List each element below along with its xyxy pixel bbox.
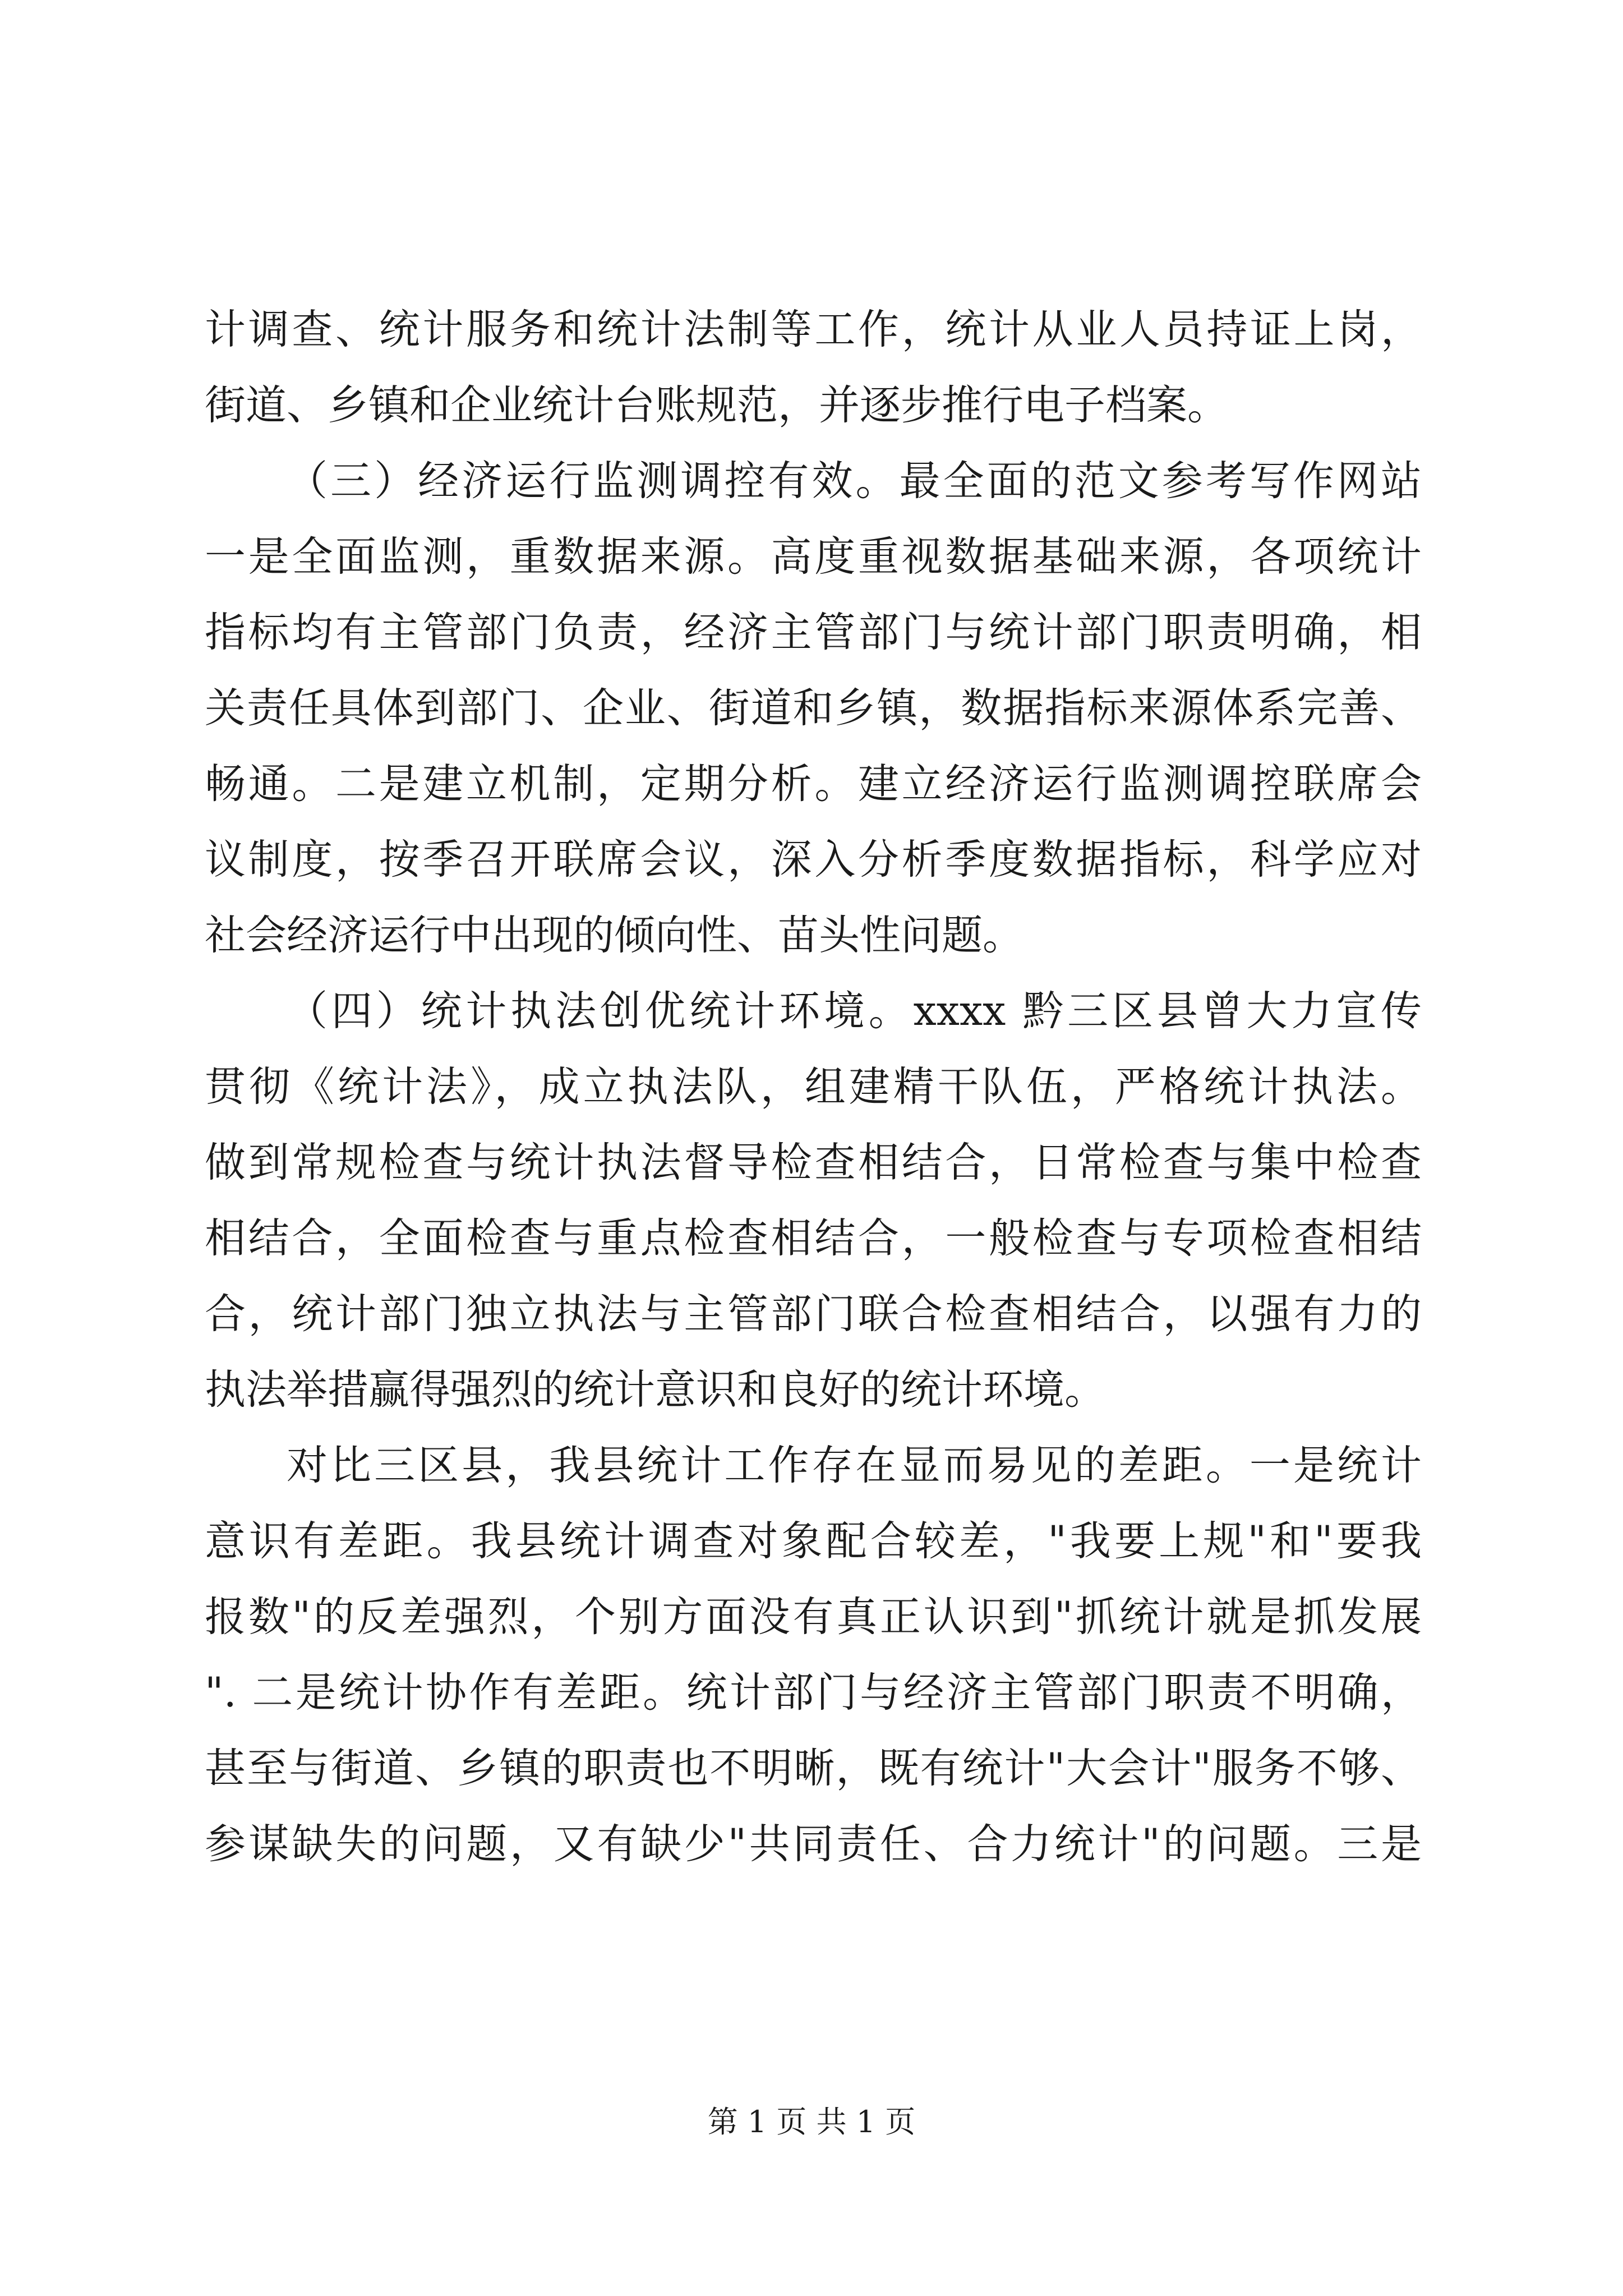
text-line: 畅通。二是建立机制，定期分析。建立经济运行监测调控联席会: [205, 760, 1422, 808]
text-line: 相结合，全面检查与重点检查相结合，一般检查与专项检查相结: [205, 1214, 1422, 1262]
text-line: 计调查、统计服务和统计法制等工作，统计从业人员持证上岗，: [205, 306, 1422, 353]
text-line: 甚至与街道、乡镇的职责也不明晰，既有统计"大会计"服务不够、: [205, 1745, 1422, 1792]
text-line: 合，统计部门独立执法与主管部门联合检查相结合，以强有力的: [205, 1290, 1422, 1338]
page-footer: 第 1 页 共 1 页: [707, 2104, 916, 2139]
section-heading-line: （四）统计执法创优统计环境。xxxx 黔三区县曾大力宣传: [287, 987, 1422, 1035]
text-line: 执法举措赢得强烈的统计意识和良好的统计环境。: [205, 1366, 1105, 1414]
text-line: ". 二是统计协作有差距。统计部门与经济主管部门职责不明确，: [205, 1669, 1422, 1717]
section-heading-line: （三）经济运行监测调控有效。最全面的范文参考写作网站: [287, 457, 1422, 505]
text-line: 议制度，按季召开联席会议，深入分析季度数据指标，科学应对: [205, 836, 1422, 884]
text-line: 一是全面监测，重数据来源。高度重视数据基础来源，各项统计: [205, 533, 1422, 581]
text-line: 社会经济运行中出现的倾向性、苗头性问题。: [205, 912, 1023, 959]
text-line: 贯彻《统计法》，成立执法队，组建精干队伍，严格统计执法。: [205, 1063, 1422, 1111]
text-line: 报数"的反差强烈，个别方面没有真正认识到"抓统计就是抓发展: [205, 1593, 1422, 1641]
text-line: 关责任具体到部门、企业、街道和乡镇，数据指标来源体系完善、: [205, 684, 1422, 732]
paragraph-first-line: 对比三区县，我县统计工作存在显而易见的差距。一是统计: [287, 1442, 1422, 1489]
text-line: 参谋缺失的问题，又有缺少"共同责任、合力统计"的问题。三是: [205, 1820, 1422, 1868]
text-line: 做到常规检查与统计执法督导检查相结合，日常检查与集中检查: [205, 1139, 1422, 1186]
text-line: 指标均有主管部门负责，经济主管部门与统计部门职责明确，相: [205, 609, 1422, 656]
text-line: 街道、乡镇和企业统计台账规范，并逐步推行电子档案。: [205, 381, 1228, 429]
text-line: 意识有差距。我县统计调查对象配合较差，"我要上规"和"要我: [205, 1517, 1422, 1565]
document-body: [205, 292, 1422, 1882]
